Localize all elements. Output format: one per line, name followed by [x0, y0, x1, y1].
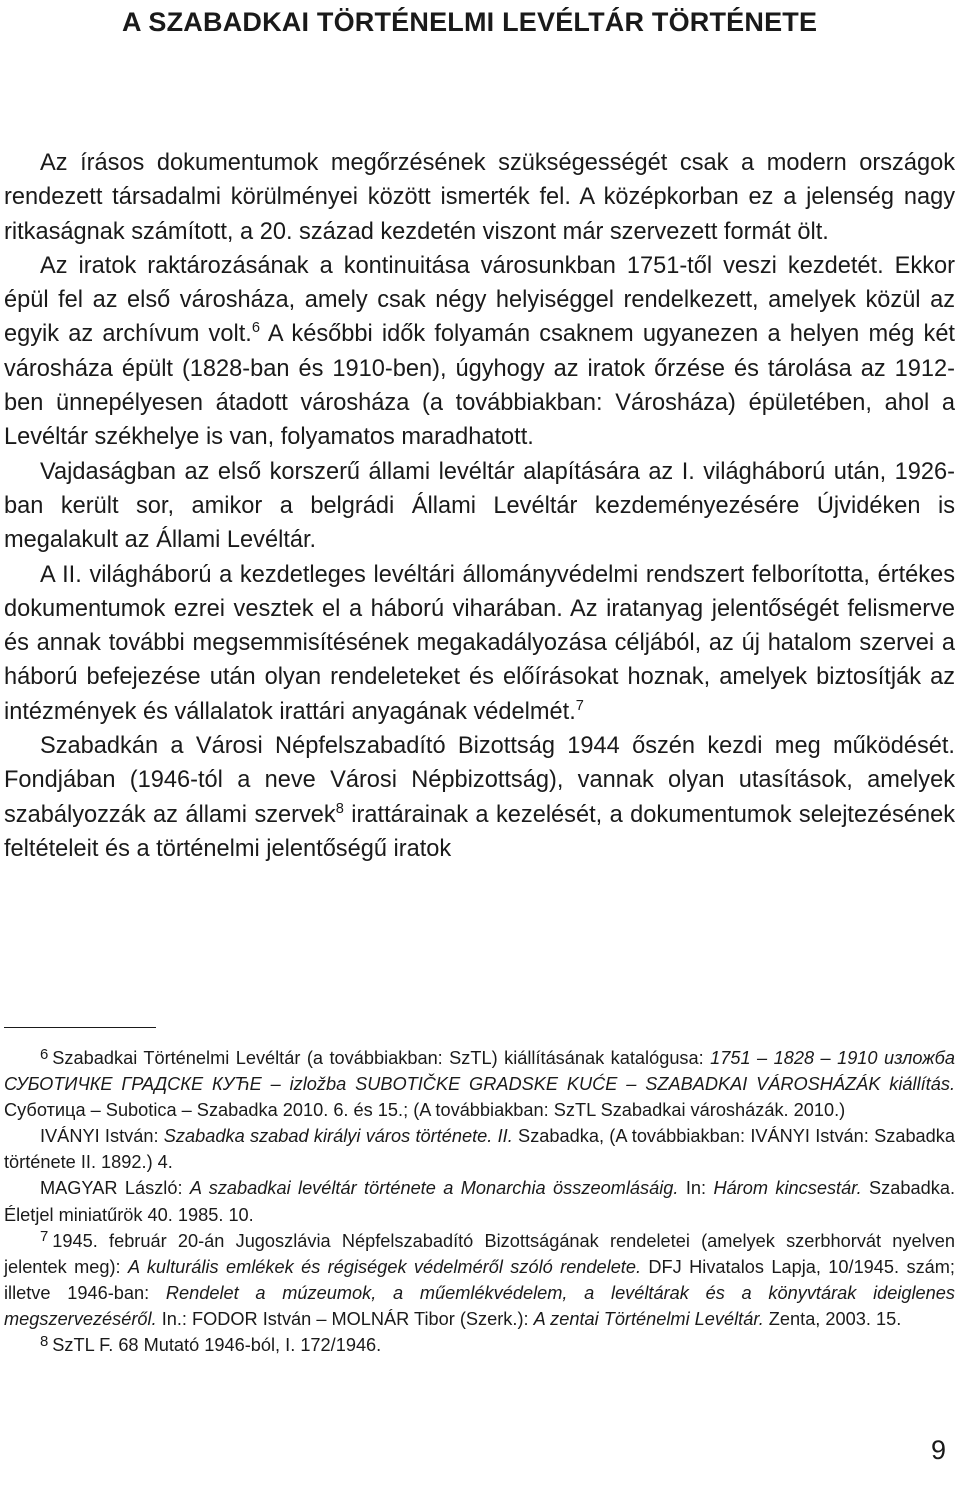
paragraph-text: Az iratok raktározásának a kontinuitása városunkban 1751-től veszi kezdetét. Ekkor épül fel az első városháza, amely csak négy helyiséggel rendelkezett, amelyek közül az egyik az archívum volt. — [4, 252, 955, 348]
paragraph-text: A későbbi idők folyamán csaknem ugyanezen a helyen még két városháza épült (1828-ban és 1910-ben), úgyhogy az iratok őrzése és tárolása az 1912-ben ünnepélyesen átadott városháza (a továbbiakban: Városháza) épületében, ahol a Levéltár székhelye is van, folyamatos maradhatott. — [4, 321, 955, 451]
footnote-title: A kulturális emlékek és régiségek védelméről szóló rendelete. — [127, 1256, 642, 1277]
footnote-text: Szabadka. Életjel miniatűrök 40. 1985. 10. — [4, 1178, 955, 1225]
footnote-text: Szabadkai Történelmi Levéltár (a továbbiakban: SzTL) kiállításának katalógusa: — [52, 1048, 711, 1068]
paragraph-text: Vajdaságban az első korszerű állami levéltár alapítására az I. világháború után, 1926-ban került sor, amikor a belgrádi Állami Levéltár kezdeményezésére Újvidéken is megalakult az Állami Levéltár. — [4, 458, 955, 554]
paragraph — [4, 146, 955, 249]
footnote-text: Szabadka, (A továbbiakban: IVÁNYI István: Szabadka története II. 1892.) 4. — [4, 1126, 955, 1173]
footnote-separator — [4, 1027, 156, 1028]
footnote-6-magyar — [4, 1175, 955, 1227]
footnote-text: In.: FODOR István – MOLNÁR Tibor (Szerk.): — [156, 1308, 534, 1329]
footnotes — [4, 1045, 955, 1358]
footnote-7 — [4, 1228, 955, 1332]
footnote-title: A szabadkai levéltár története a Monarchia összeomlásáig. — [189, 1178, 679, 1199]
paragraph-text: irattárainak a kezelését, a dokumentumok selejtezésének feltételeit és a történelmi jelentőségű iratok — [4, 801, 955, 862]
paragraph — [4, 558, 955, 729]
paragraph-text: Szabadkán a Városi Népfelszabadító Bizottság 1944 őszén kezdi meg működését. Fondjában (1946-tól a neve Városi Népbizottság), vannak olyan utasítások, amelyek szabályozzák az állami szervek — [4, 733, 955, 828]
page-number: 9 — [930, 1435, 946, 1465]
footnote-number: 6 — [40, 1045, 49, 1063]
footnote-text: 1945. február 20-án Jugoszlávia Népfelszabadító Bizottságának rendeletei (amelyek szerbhorvát nyelven jelentek meg): — [4, 1230, 955, 1277]
footnote-title: 1751 – 1828 – 1910 изложба СУБОТИЧКЕ ГРАДСКЕ КУЋЕ – izložba SUBOTIČKE GRADSKE KUĆE – SZABADKAI VÁROSHÁZÁK kiállítás. — [4, 1048, 955, 1095]
page-title: A SZABADKAI TÖRTÉNELMI LEVÉLTÁR TÖRTÉNETE — [122, 7, 818, 37]
paragraph-text: A II. világháború a kezdetleges levéltári állományvédelmi rendszert felborította, értékes dokumentumok ezrei vesztek el a háború viharában. Az iratanyag jelentőségét felismerve és annak további megsemmisítésének megakadályozása céljából, az új hatalom szervei a háború befejezése után olyan rendeleteket és előírásokat hoznak, amelyek biztosítják az intézmények és vállalatok irattári anyagának védelmét. — [4, 561, 955, 725]
footnote-6 — [4, 1045, 955, 1123]
paragraph — [4, 729, 955, 866]
footnote-text: Суботица – Subotica – Szabadka 2010. 6. és 15.; (A továbbiakban: SzTL Szabadkai városházák. 2010.) — [4, 1100, 846, 1121]
footnote-text: In: — [678, 1178, 714, 1199]
body-text — [4, 146, 955, 866]
footnote-text: MAGYAR László: — [40, 1178, 190, 1199]
paragraph — [4, 455, 955, 558]
footnote-text: SzTL F. 68 Mutató 1946-ból, I. 172/1946. — [52, 1335, 382, 1356]
paragraph-text: Az írásos dokumentumok megőrzésének szükségességét csak a modern országok rendezett társadalmi körülményei között ismerték fel. A középkorban ez a jelenség nagy ritkaságnak számított, a 20. század kezdetén viszont már szervezett formát ölt. — [4, 150, 955, 245]
paragraph — [4, 249, 955, 455]
footnote-text: IVÁNYI István: — [40, 1126, 164, 1147]
footnote-title: Szabadka szabad királyi város története. II. — [163, 1126, 513, 1147]
footnote-ref: 6 — [251, 320, 260, 337]
footnote-ref: 8 — [335, 800, 344, 817]
footnote-title: A zentai Történelmi Levéltár. — [533, 1308, 764, 1329]
footnote-text: Zenta, 2003. 15. — [763, 1308, 902, 1329]
footnote-8 — [4, 1332, 955, 1358]
footnote-number: 8 — [40, 1332, 49, 1350]
footnote-number: 7 — [40, 1228, 49, 1246]
footnote-ref: 7 — [575, 697, 584, 714]
footnote-title: Rendelet a múzeumok, a műemlékvédelem, a levéltárak és a könyvtárak ideiglenes megszervezéséről. — [4, 1282, 955, 1329]
footnote-text: DFJ Hivatalos Lapja, 10/1945. szám; illetve 1946-ban: — [4, 1256, 955, 1303]
footnote-6-ivanyi — [4, 1123, 955, 1175]
footnote-title: Három kincsestár. — [713, 1178, 862, 1199]
